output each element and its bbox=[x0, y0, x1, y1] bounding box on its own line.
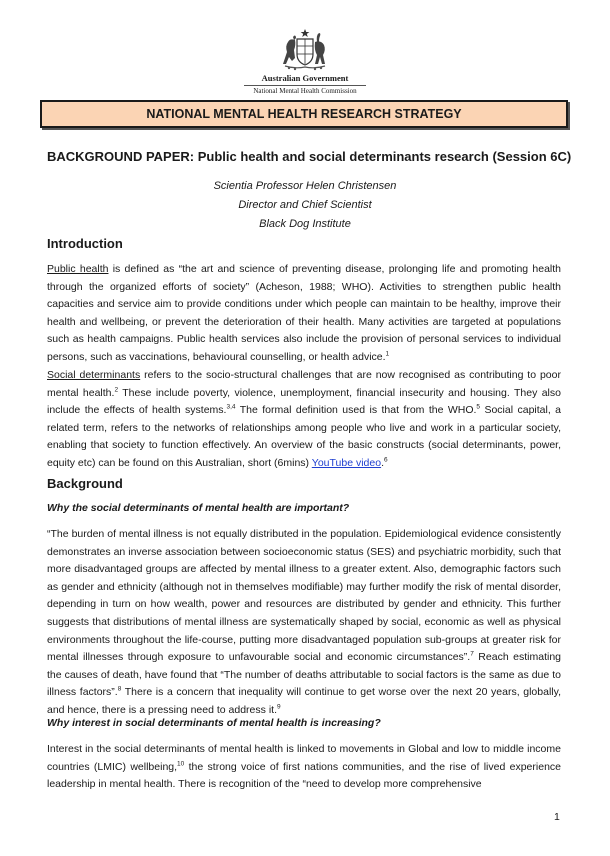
author-name: Scientia Professor Helen Christensen bbox=[213, 180, 397, 192]
paragraph-text: “The burden of mental illness is not equally distributed in the population. Epidemiological evidence consistently demonstrates an inverse association between socioeconomic status (SES) and psychiatric morbidity, such that more disadvantaged groups are affected by mental illness to a greater extent. Also, demographic factors such as gender and ethnicity (although not in themselves modifiable) may further modify the risk of mental disorder, depending in turn on how wealth, power and resources are distributed by gender and ethnicity. This further suggests that distributions of mental illness are systematically shaped by social, economic as well as physical environments throughout the life-course, putting more disadvantaged population sub-groups at greater risk for mental illnesses through exposure to unfavourable social and economic circumstances”. bbox=[47, 528, 561, 664]
banner-title: NATIONAL MENTAL HEALTH RESEARCH STRATEGY bbox=[146, 107, 462, 121]
public-health-term: Public health bbox=[47, 263, 109, 275]
author-block bbox=[0, 177, 610, 234]
citation-ref: 5 bbox=[476, 403, 481, 411]
social-determinants-term: Social determinants bbox=[47, 369, 141, 381]
citation-ref: 7 bbox=[470, 650, 474, 658]
introduction-heading: Introduction bbox=[47, 236, 123, 251]
paragraph-text: Interest in the social determinants of mental health is linked to movements in Global and low to middle income countries (LMIC) wellbeing, bbox=[47, 743, 561, 773]
citation-ref: 6 bbox=[384, 456, 388, 464]
author-institution: Black Dog Institute bbox=[259, 218, 351, 230]
paragraph-text: There is a concern that inequality will continue to get worse over the next 20 years, globally, and hence, there is a pressing need to address it. bbox=[47, 686, 562, 716]
quote-paragraph bbox=[47, 526, 561, 720]
paragraph-text: refers to the socio-structural challenges that are now recognised as contributing to poor mental health. bbox=[47, 369, 561, 399]
background-heading: Background bbox=[47, 476, 123, 491]
subheading-why-important: Why the social determinants of mental health are important? bbox=[47, 502, 350, 514]
government-header bbox=[0, 28, 610, 95]
youtube-video-link[interactable]: YouTube video bbox=[311, 456, 382, 469]
paragraph-text: . bbox=[381, 456, 384, 469]
header-divider bbox=[244, 85, 366, 86]
citation-ref: 1 bbox=[385, 350, 390, 358]
citation-ref: 8 bbox=[117, 685, 122, 693]
paragraph-text: Social capital, a related term, refers to the networks of relationships among people who live and work in a particular society, enabling that society to function effectively. An overview of the basic constructs (social determinants, power, equity etc) can be found on this Australian, short (6mins) bbox=[47, 404, 561, 469]
citation-ref: 10 bbox=[177, 760, 185, 768]
page-number: 1 bbox=[554, 811, 560, 823]
citation-ref: 9 bbox=[276, 703, 281, 711]
strategy-banner bbox=[40, 100, 568, 128]
paragraph-text: Reach estimating the causes of death, have found that “The number of deaths attributable to social factors is the same as due to illness factors”. bbox=[47, 651, 561, 699]
public-health-paragraph bbox=[47, 261, 561, 367]
government-name: Australian Government bbox=[261, 73, 349, 83]
interest-paragraph bbox=[47, 741, 561, 794]
commission-name: National Mental Health Commission bbox=[253, 87, 357, 95]
document-title: BACKGROUND PAPER: Public health and social determinants research (Session 6C) bbox=[47, 149, 572, 164]
author-role: Director and Chief Scientist bbox=[238, 199, 372, 211]
coat-of-arms-logo bbox=[277, 28, 333, 72]
paragraph-text: is defined as “the art and science of preventing disease, prolonging life and promoting health through the organized efforts of society” (Acheson, 1988; WHO). Activities to strengthen public health capacities and service aim to provide conditions under which people can maintain to be healthy, improve their health and wellbeing, or prevent the deterioration of their health. Many activities are targeted at populations such as health campaigns. Public health services also include the provision of personal services to individual persons, such as vaccinations, behavioural counselling, or health advice. bbox=[47, 263, 562, 363]
paragraph-text: The formal definition used is that from the WHO. bbox=[235, 404, 477, 417]
paragraph-text: the strong voice of first nations communities, and the rise of lived experience leadership in mental health. There is recognition of the “need to develop more comprehensive bbox=[47, 760, 561, 791]
social-determinants-paragraph bbox=[47, 367, 561, 473]
citation-ref: 3,4 bbox=[226, 403, 236, 411]
citation-ref: 2 bbox=[114, 386, 119, 394]
paragraph-text: These include poverty, violence, unemployment, financial insecurity and housing. They also include the effects of health systems. bbox=[47, 386, 561, 417]
subheading-why-increasing: Why interest in social determinants of mental health is increasing? bbox=[47, 717, 381, 729]
